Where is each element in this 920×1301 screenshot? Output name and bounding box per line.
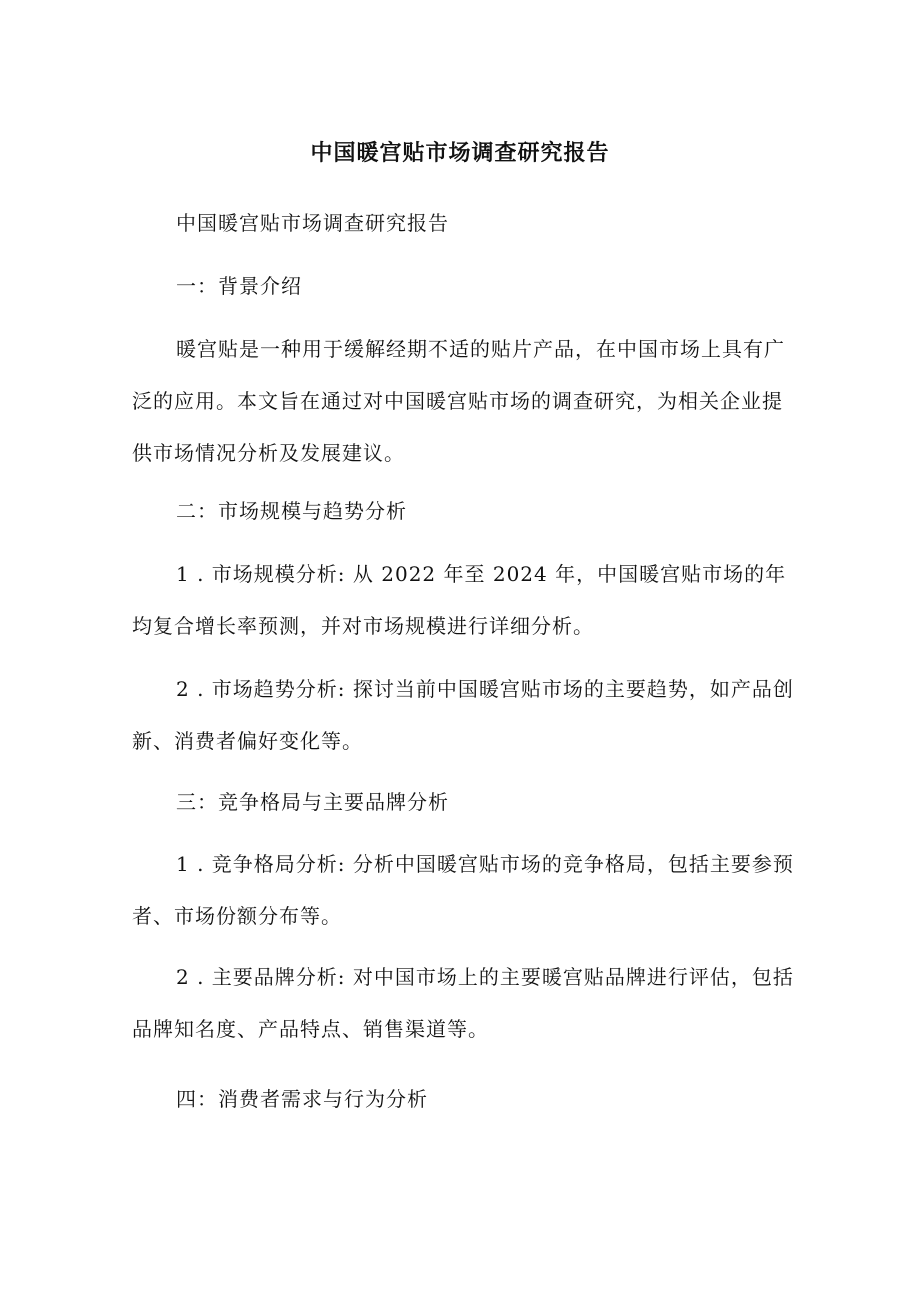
- subtitle-paragraph: 中国暖宫贴市场调查研究报告: [176, 211, 449, 235]
- section-heading-consumer: 四：消费者需求与行为分析: [176, 1087, 428, 1111]
- brand-analysis-paragraph: 2 . 主要品牌分析: 对中国市场上的主要暖宫贴品牌进行评估，包括品牌知名度、产品特点、销售渠道等。: [132, 965, 794, 1041]
- section-heading-competition: 三：竞争格局与主要品牌分析: [176, 790, 449, 814]
- document-title: 中国暖宫贴市场调查研究报告: [310, 141, 610, 166]
- competition-paragraph: 1 . 竞争格局分析: 分析中国暖宫贴市场的竞争格局，包括主要参预者、市场份额分布等。: [132, 852, 794, 928]
- market-size-paragraph: 1 . 市场规模分析: 从 2022 年至 2024 年，中国暖宫贴市场的年均复合增长率预测，并对市场规模进行详细分析。: [132, 562, 787, 638]
- section-heading-background: 一：背景介绍: [176, 274, 302, 298]
- market-trend-paragraph: 2 . 市场趋势分析: 探讨当前中国暖宫贴市场的主要趋势，如产品创新、消费者偏好变化等。: [132, 677, 794, 753]
- background-paragraph: 暖宫贴是一种用于缓解经期不适的贴片产品，在中国市场上具有广泛的应用。本文旨在通过对中国暖宫贴市场的调查研究，为相关企业提供市场情况分析及发展建议。: [132, 337, 785, 465]
- section-heading-market-size: 二：市场规模与趋势分析: [176, 499, 407, 523]
